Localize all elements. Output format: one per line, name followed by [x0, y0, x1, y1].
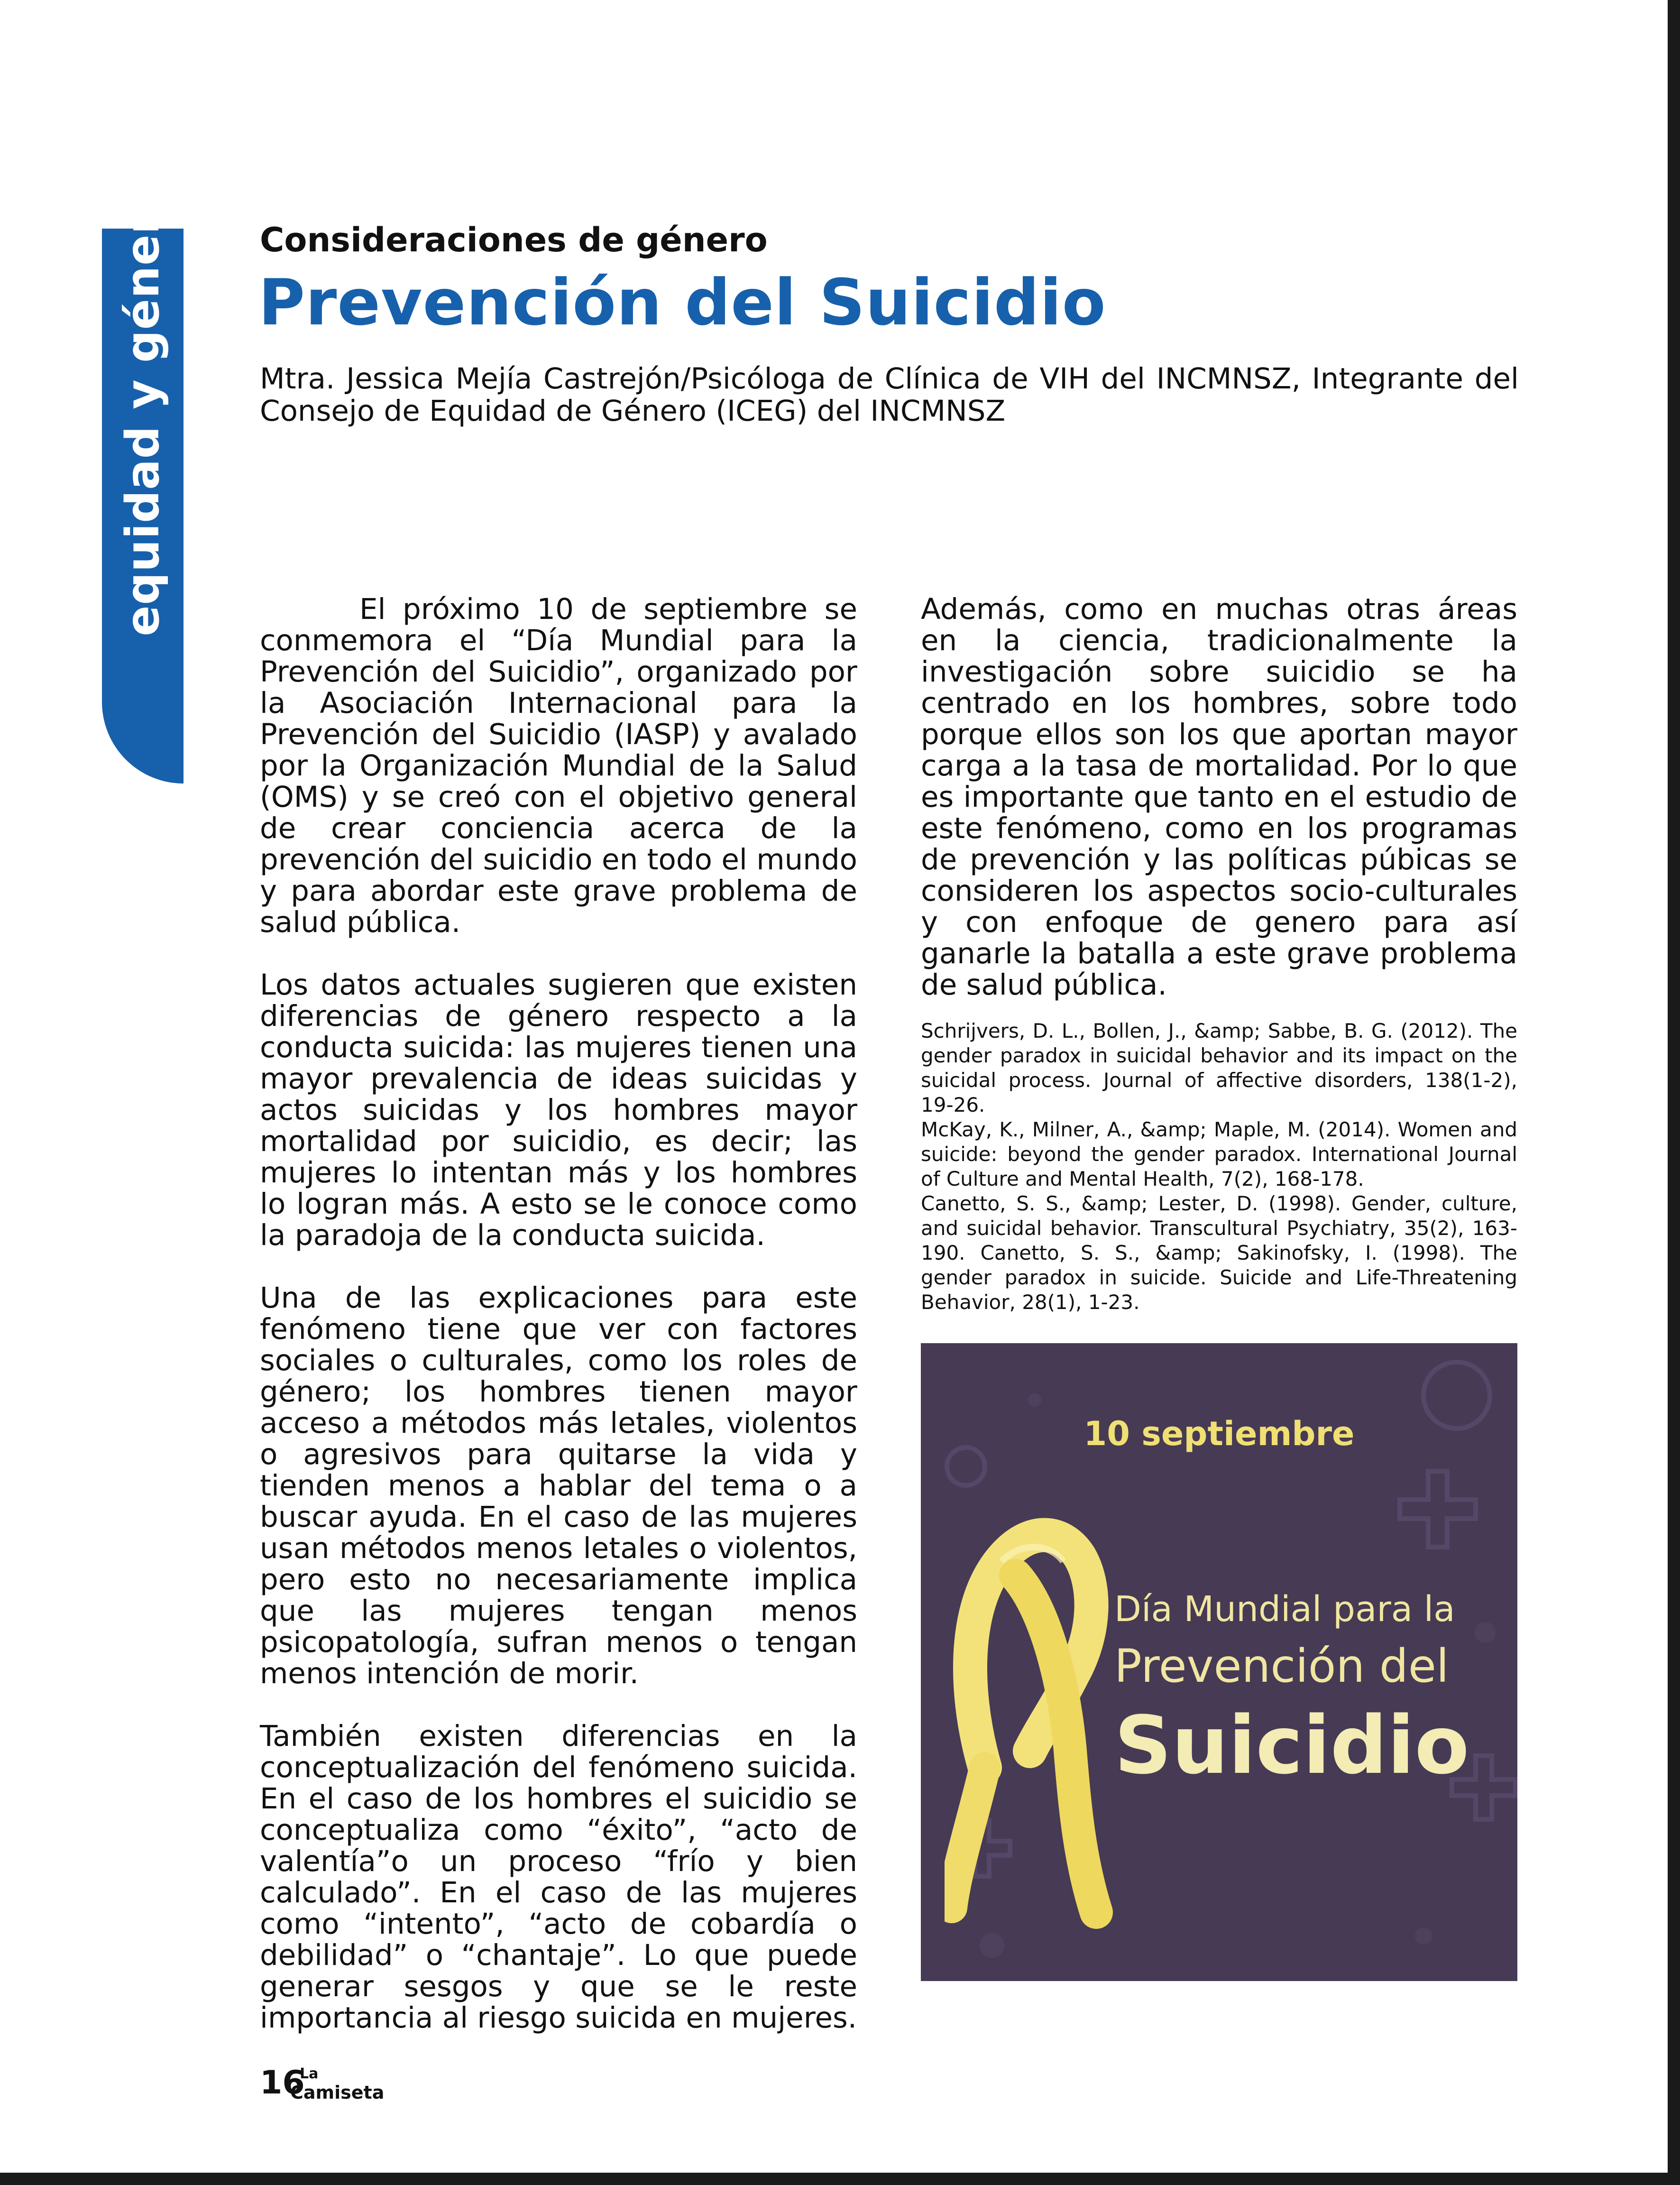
page-number: 16 — [260, 2064, 305, 2102]
awareness-poster — [921, 1343, 1517, 1981]
left-column — [260, 594, 857, 2065]
poster-line-2: Prevención del — [1114, 1640, 1449, 1693]
reference-item: Canetto, S. S., &amp; Lester, D. (1998). Gender, culture, and suicidal behavior. Transcultural Psychiatry, 35(2), 163-190. Canetto, S. S., &amp; Sakinofsky, I. (1998). The gender paradox in suicide. Suicide and Life-Threatening Behavior, 28(1), 1-23. — [921, 1192, 1517, 1314]
poster-line-1: Día Mundial para la — [1114, 1589, 1455, 1630]
article-kicker: Consideraciones de género — [260, 221, 768, 259]
paragraph: Además, como en muchas otras áreas en la ciencia, tradicionalmente la investigación sobre suicidio se ha centrado en los hombres, sobre todo porque ellos son los que aportan mayor carga a la tasa de mortalidad. Por lo que es importante que tanto en el estudio de este fenómeno, como en los programas de prevención y las políticas púbicas se consideren los aspectos socio-culturales y con enfoque de genero para así ganarle la batalla a este grave problema de salud pública. — [921, 592, 1517, 1002]
magazine-logo-name: Camiseta — [290, 2082, 385, 2103]
poster-date: 10 septiembre — [1083, 1414, 1355, 1453]
poster-line-3: Suicidio — [1114, 1699, 1469, 1792]
paragraph: Una de las explicaciones para este fenómeno tiene que ver con factores sociales o culturales, como los roles de género; los hombres tienen mayor acceso a métodos más letales, violentos o agresivos para quitarse la vida y tienden menos a hablar del tema o a buscar ayuda. En el caso de las mujeres usan métodos menos letales o violentos, pero esto no necesariamente implica que las mujeres tengan menos psicopatología, sufran menos o tengan menos intención de morir. — [260, 1281, 857, 1690]
reference-item: Schrijvers, D. L., Bollen, J., &amp; Sabbe, B. G. (2012). The gender paradox in suicidal behavior and its impact on the suicidal process. Journal of affective disorders, 138(1-2), 19-26. — [921, 1019, 1517, 1116]
page-edge-bottom — [0, 2173, 1680, 2185]
yellow-ribbon-icon — [945, 1504, 1115, 1931]
page-edge-right — [1668, 0, 1680, 2185]
paragraph: El próximo 10 de septiembre se conmemora el “Día Mundial para la Prevención del Suicidio”, organizado por la Asociación Internacional para la Prevención del Suicidio (IASP) y avalado por la Organización Mundial de la Salud (OMS) y se creó con el objetivo general de crear conciencia acerca de la prevención del suicidio en todo el mundo y para abordar este grave problema de salud pública. — [260, 592, 857, 939]
paragraph: Los datos actuales sugieren que existen diferencias de género respecto a la conducta suicida: las mujeres tienen una mayor prevalencia de ideas suicidas y actos suicidas y los hombres mayor mortalidad por suicidio, es decir; las mujeres lo intentan más y los hombres lo logran más. A esto se le conoce como la paradoja de la conducta suicida. — [260, 968, 857, 1252]
right-column — [921, 594, 1517, 1032]
section-tab-label: equidad y género — [116, 179, 169, 636]
article-title: Prevención del Suicidio — [258, 266, 1106, 340]
paragraph: También existen diferencias en la conceptualización del fenómeno suicida. En el caso de los hombres el suicidio se conceptualiza como “éxito”, “acto de valentía”o un proceso “frío y bien calculado”. En el caso de las mujeres como “intento”, “acto de cobardía o debilidad” o “chantaje”. Lo que puede generar sesgos y que se le reste importancia al riesgo suicida en mujeres. — [260, 1719, 857, 2035]
reference-item: McKay, K., Milner, A., &amp; Maple, M. (2014). Women and suicide: beyond the gender paradox. International Journal of Culture and Mental Health, 7(2), 168-178. — [921, 1118, 1517, 1190]
article-author: Mtra. Jessica Mejía Castrejón/Psicóloga de Clínica de VIH del INCMNSZ, Integrante del Consejo de Equidad de Género (ICEG) del INCMNSZ — [260, 362, 1519, 428]
magazine-logo-la: La — [300, 2065, 319, 2082]
references — [921, 1019, 1517, 1315]
